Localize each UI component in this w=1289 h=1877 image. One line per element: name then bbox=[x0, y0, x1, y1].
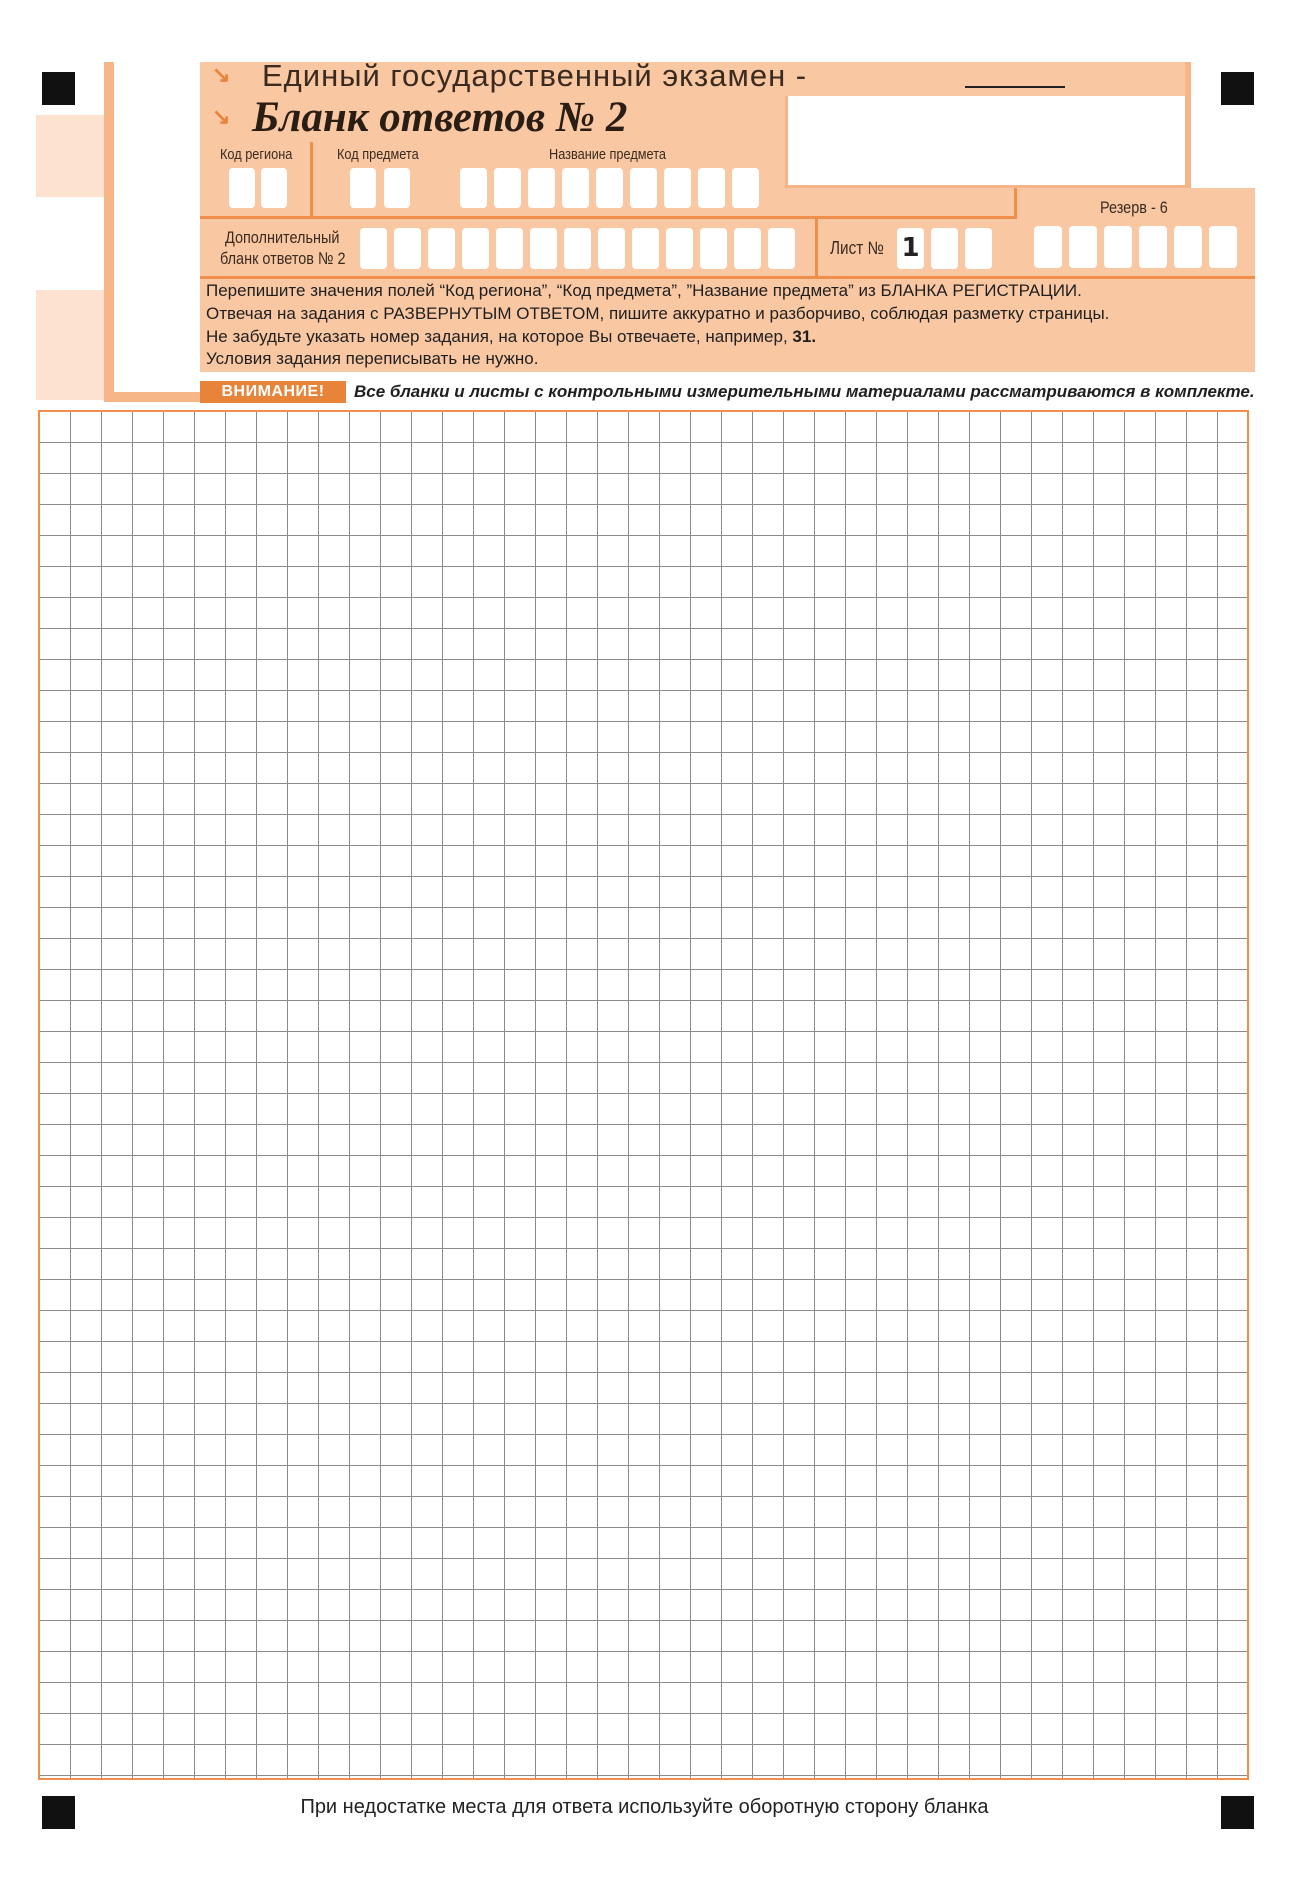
sheet-label: Лист № bbox=[830, 238, 884, 258]
left-decor-bottom-bar bbox=[104, 392, 200, 402]
sheet-number-cell[interactable] bbox=[931, 228, 958, 269]
additional-blank-cell[interactable] bbox=[632, 228, 659, 269]
sheet-number-cell[interactable] bbox=[965, 228, 992, 269]
answer-grid[interactable] bbox=[38, 410, 1249, 1780]
instruction-line-3 bbox=[206, 326, 816, 348]
subject-code-cell-1[interactable] bbox=[350, 168, 376, 208]
reserve-cell[interactable] bbox=[1174, 226, 1202, 268]
left-decor-strip bbox=[36, 115, 104, 197]
subject-code-cell-2[interactable] bbox=[384, 168, 410, 208]
additional-blank-cell[interactable] bbox=[496, 228, 523, 269]
instruction-line-1: Перепишите значения полей “Код региона”, “Код предмета”, ”Название предмета” из БЛАНКА РЕГИСТРАЦИИ. bbox=[206, 281, 1082, 300]
additional-blank-cell[interactable] bbox=[462, 228, 489, 269]
reserve-cell[interactable] bbox=[1104, 226, 1132, 268]
instruction-example: 31. bbox=[792, 327, 817, 346]
additional-blank-cell[interactable] bbox=[394, 228, 421, 269]
left-decor-bar bbox=[104, 62, 114, 400]
region-code-cell-2[interactable] bbox=[261, 168, 287, 208]
sheet-number-cell[interactable] bbox=[897, 228, 924, 269]
subject-name-cell[interactable] bbox=[494, 168, 521, 208]
sheet-number-value: 1 bbox=[901, 233, 920, 263]
additional-label-line2: бланк ответов № 2 bbox=[220, 249, 346, 268]
additional-label-line1: Дополнительный bbox=[225, 228, 340, 247]
subject-name-box bbox=[785, 96, 1185, 188]
notice-text: Все бланки и листы с контрольными измерительными материалами рассматриваются в комплекте. bbox=[354, 382, 1255, 401]
reserve-cell[interactable] bbox=[1139, 226, 1167, 268]
codes-divider bbox=[310, 142, 313, 216]
subject-name-cell[interactable] bbox=[630, 168, 657, 208]
subject-name-cell[interactable] bbox=[732, 168, 759, 208]
arrow-icon: ↘ bbox=[212, 62, 231, 87]
left-decor-strip-2 bbox=[36, 290, 104, 400]
codes-row-right bbox=[785, 188, 1017, 216]
additional-blank-cell[interactable] bbox=[530, 228, 557, 269]
subject-code-label: Код предмета bbox=[337, 146, 419, 163]
registration-marker-top-right bbox=[1221, 72, 1254, 105]
additional-blank-cell[interactable] bbox=[666, 228, 693, 269]
reserve-cell[interactable] bbox=[1034, 226, 1062, 268]
additional-blank-cell[interactable] bbox=[360, 228, 387, 269]
subject-name-cell[interactable] bbox=[664, 168, 691, 208]
exam-subject-blank-line bbox=[965, 86, 1065, 88]
additional-divider bbox=[815, 216, 818, 276]
instruction-line-3-text: Не забудьте указать номер задания, на которое Вы отвечаете, например, bbox=[206, 327, 793, 346]
footer-note: При недостатке места для ответа используйте оборотную сторону бланка bbox=[300, 1796, 989, 1818]
notice-badge: ВНИМАНИЕ! bbox=[200, 381, 346, 403]
reserve-cell[interactable] bbox=[1069, 226, 1097, 268]
subject-name-cell[interactable] bbox=[562, 168, 589, 208]
subject-name-cell[interactable] bbox=[460, 168, 487, 208]
instruction-line-2: Отвечая на задания с РАЗВЕРНУТЫМ ОТВЕТОМ, пишите аккуратно и разборчиво, соблюдая разметку страницы. bbox=[206, 304, 1110, 323]
form-title: Бланк ответов № 2 bbox=[252, 94, 628, 141]
additional-blank-cell[interactable] bbox=[734, 228, 761, 269]
reserve-label: Резерв - 6 bbox=[1100, 198, 1168, 217]
additional-blank-cell[interactable] bbox=[768, 228, 795, 269]
header-right-edge bbox=[1185, 62, 1191, 188]
instruction-line-4: Условия задания переписывать не нужно. bbox=[206, 349, 539, 368]
region-code-cell-1[interactable] bbox=[229, 168, 255, 208]
region-code-label: Код региона bbox=[220, 146, 293, 163]
additional-blank-cell[interactable] bbox=[700, 228, 727, 269]
subject-name-cell[interactable] bbox=[698, 168, 725, 208]
arrow-icon-2: ↘ bbox=[212, 104, 231, 129]
additional-blank-cell[interactable] bbox=[598, 228, 625, 269]
registration-marker-top-left bbox=[42, 72, 75, 105]
subject-name-cell[interactable] bbox=[528, 168, 555, 208]
additional-blank-cell[interactable] bbox=[564, 228, 591, 269]
reserve-cell[interactable] bbox=[1209, 226, 1237, 268]
subject-name-cell[interactable] bbox=[596, 168, 623, 208]
additional-blank-cell[interactable] bbox=[428, 228, 455, 269]
exam-title: Единый государственный экзамен - bbox=[262, 58, 808, 93]
subject-name-label: Название предмета bbox=[549, 146, 666, 163]
